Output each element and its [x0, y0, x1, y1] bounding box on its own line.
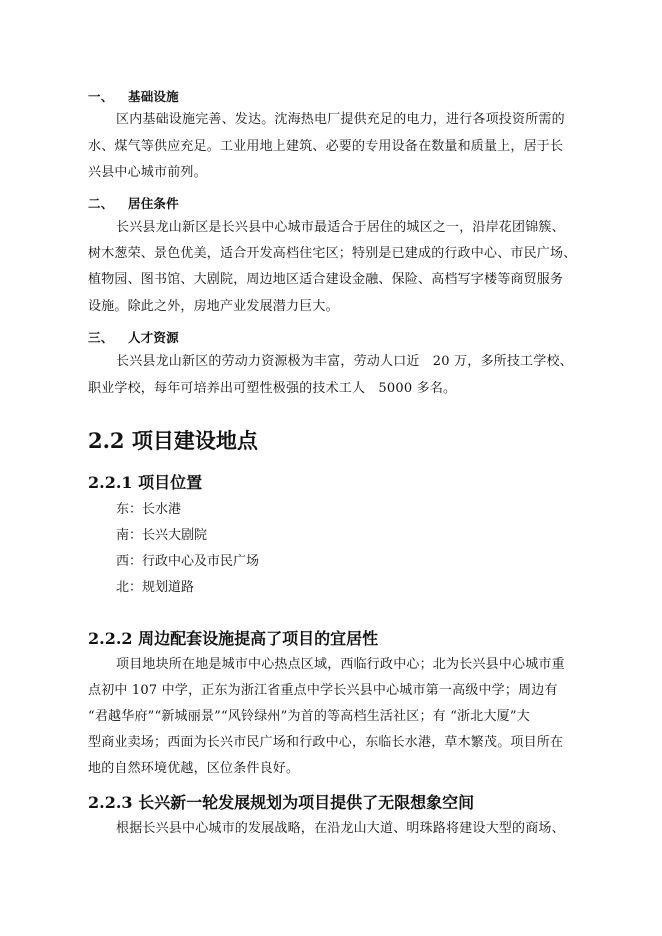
paragraph-line: 项目地块所在地是城市中心热点区域，西临行政中心；北为长兴县中心城市重 — [116, 657, 565, 672]
paragraph-line: “君越华府”“新城丽景”“风铃绿州”为首的等高档生活社区；有 “浙北大厦”大 — [88, 709, 530, 724]
heading-2-2-3: 2.2.3 长兴新一轮发展规划为项目提供了无限想象空间 — [88, 793, 475, 812]
location-west: 西：行政中心及市民广场 — [116, 554, 260, 569]
heading-2-2-1: 2.2.1 项目位置 — [88, 473, 203, 492]
heading-2-2: 2.2 项目建设地点 — [88, 428, 258, 453]
paragraph-line: 水、煤气等供应充足。工业用地上建筑、必要的专用设备在数量和质量上，居于长 — [88, 139, 564, 154]
location-south: 南：长兴大剧院 — [116, 528, 208, 543]
paragraph-line: 长兴县龙山新区的劳动力资源极为丰富，劳动人口近 20 万，多所技工学校、 — [116, 354, 573, 369]
paragraph-line: 根据长兴县中心城市的发展战略，在沿龙山大道、明珠路将建设大型的商场、 — [116, 821, 565, 836]
section-heading-talent: 三、 人才资源 — [88, 330, 179, 345]
heading-2-2-2: 2.2.2 周边配套设施提高了项目的宜居性 — [88, 629, 379, 648]
paragraph-line: 长兴县龙山新区是长兴县中心城市最适合于居住的城区之一，沿岸花团锦簇、 — [116, 220, 565, 235]
paragraph-line: 职业学校，每年可培养出可塑性极强的技术工人 5000 多名。 — [88, 381, 457, 396]
paragraph-line: 点初中 107 中学，正东为浙江省重点中学长兴县中心城市第一高级中学；周边有 — [88, 683, 558, 698]
paragraph-line: 兴县中心城市前列。 — [88, 165, 207, 180]
paragraph-line: 型商业卖场；西面为长兴市民广场和行政中心，东临长水港，草木繁茂。项目所在 — [88, 735, 564, 750]
section-heading-living: 二、 居住条件 — [88, 196, 179, 211]
section-heading-infrastructure: 一、 基础设施 — [88, 89, 179, 104]
paragraph-line: 设施。除此之外，房地产业发展潜力巨大。 — [88, 299, 339, 314]
location-north: 北：规划道路 — [116, 580, 195, 595]
paragraph-line: 植物园、图书馆、大剧院，周边地区适合建设金融、保险、高档写字楼等商贸服务 — [88, 272, 564, 287]
paragraph-line: 树木葱荣、景色优美，适合开发高档住宅区；特别是已建成的行政中心、市民广场、 — [88, 246, 577, 261]
location-east: 东：长水港 — [116, 502, 182, 517]
paragraph-line: 区内基础设施完善、发达。沈海热电厂提供充足的电力，进行各项投资所需的 — [116, 112, 565, 127]
paragraph-line: 地的自然环境优越，区位条件良好。 — [88, 761, 300, 776]
